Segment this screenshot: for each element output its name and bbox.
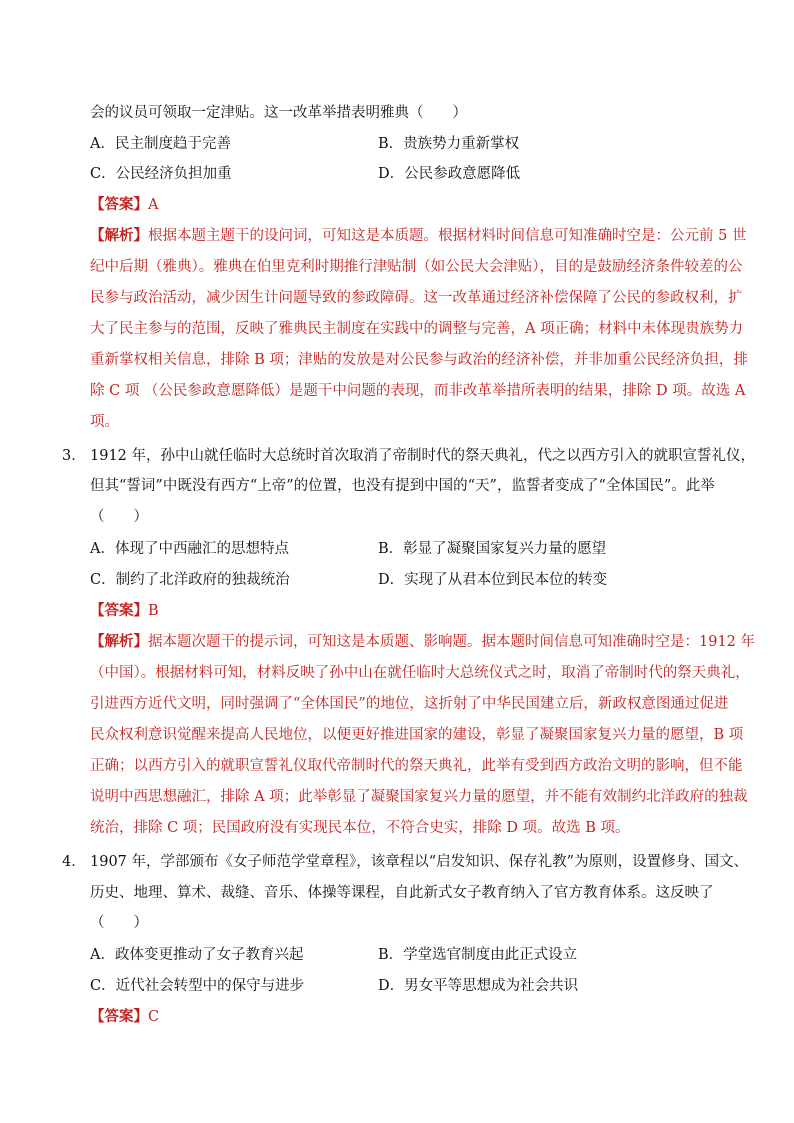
answer-value: C	[148, 1009, 160, 1025]
q2-analysis-line-5: 重新掌权相关信息，排除 B 项；津贴的发放是对公民参与政治的经济补偿，并非加重公民经济负担，排	[90, 352, 748, 368]
analysis-label: 【解析】	[90, 227, 148, 244]
q3-stem-text: 1912 年，孙中山就任临时大总统时首次取消了帝制时代的祭天典礼，代之以西方引入的就职宣誓礼仪，	[90, 448, 756, 464]
q3-stem-line-2: 但其“誓词”中既没有西方“上帝”的位置，也没有提到中国的“天”，监誓者变成了“全体国民”。此举	[90, 478, 715, 494]
q3-analysis-line-1	[90, 632, 755, 652]
q3-option-c: C．制约了北洋政府的独裁统治	[90, 572, 290, 588]
answer-value: A	[148, 197, 159, 213]
q3-stem-line-1	[62, 446, 755, 466]
question-number: 3．	[62, 448, 86, 464]
q2-option-b: B．贵族势力重新掌权	[378, 136, 520, 152]
q2-analysis-line-7: 项。	[90, 414, 119, 430]
q2-option-c: C．公民经济负担加重	[90, 166, 232, 182]
q4-stem-text: 1907 年，学部颁布《女子师范学堂章程》，该章程以“启发知识、保存礼教”为原则，设置修身、国文、	[90, 854, 749, 870]
answer-label: 【答案】	[90, 602, 148, 619]
q4-answer	[90, 1007, 159, 1027]
q3-option-d: D．实现了从君本位到民本位的转变	[378, 572, 608, 588]
q4-option-d: D．男女平等思想成为社会共识	[378, 978, 579, 994]
q4-stem-line-1	[62, 852, 748, 872]
q3-option-a: A．体现了中西融汇的思想特点	[90, 541, 289, 557]
q4-option-a: A．政体变更推动了女子教育兴起	[90, 947, 304, 963]
q3-analysis-line-6: 说明中西思想融汇，排除 A 项；此举彰显了凝聚国家复兴力量的愿望，并不能有效制约北洋政府的独裁	[90, 789, 748, 805]
q2-answer	[90, 195, 158, 215]
q3-answer	[90, 601, 159, 621]
q4-option-b: B．学堂选官制度由此正式设立	[378, 947, 578, 963]
q2-analysis-line-2: 纪中后期（雅典）。雅典在伯里克利时期推行津贴制（如公民大会津贴），目的是鼓励经济条件较差的公	[90, 259, 743, 275]
q2-analysis-line-6: 除 C 项 （公民参政意愿降低）是题干中问题的表现，而非改革举措所表明的结果，排除 D 项。故选 A	[90, 383, 746, 399]
answer-value: B	[148, 603, 159, 619]
q3-analysis-line-2: （中国）。根据材料可知，材料反映了孙中山在就任临时大总统仪式之时，取消了帝制时代的祭天典礼，	[90, 665, 750, 681]
q2-option-d: D．公民参政意愿降低	[378, 166, 521, 182]
q2-option-a: A．民主制度趋于完善	[90, 136, 231, 152]
q2-stem-tail: 会的议员可领取一定津贴。这一改革举措表明雅典（ ）	[90, 105, 467, 121]
q2-analysis-line-1	[90, 226, 746, 246]
q3-analysis-line-4: 民众权利意识觉醒来提高人民地位，以便更好推进国家的建设，彰显了凝聚国家复兴力量的愿望，B 项	[90, 727, 744, 743]
analysis-text: 据本题次题干的提示词，可知这是本质题、影响题。据本题时间信息可知准确时空是：1912 年	[148, 634, 756, 650]
question-number: 4．	[62, 854, 86, 870]
q3-analysis-line-5: 正确；以西方引入的就职宣誓礼仪取代帝制时代的祭天典礼，此举有受到西方政治文明的影响，但不能	[90, 758, 743, 774]
answer-label: 【答案】	[90, 1008, 148, 1025]
q3-option-b: B．彰显了凝聚国家复兴力量的愿望	[378, 541, 607, 557]
q4-option-c: C．近代社会转型中的保守与进步	[90, 978, 305, 994]
q2-analysis-line-3: 民参与政治活动，减少因生计问题导致的参政障碍。这一改革通过经济补偿保障了公民的参政权利，扩	[90, 290, 743, 306]
q3-stem-line-3: （ ）	[90, 509, 148, 525]
answer-label: 【答案】	[90, 196, 148, 213]
q3-analysis-line-3: 引进西方近代文明，同时强调了“全体国民”的地位，这折射了中华民国建立后，新政权意图通过促进	[90, 696, 729, 712]
q3-analysis-line-7: 统治，排除 C 项；民国政府没有实现民本位，不符合史实，排除 D 项。故选 B 项。	[90, 820, 630, 836]
q2-analysis-line-4: 大了民主参与的范围，反映了雅典民主制度在实践中的调整与完善，A 项正确；材料中未体现贵族势力	[90, 321, 744, 337]
analysis-text: 根据本题主题干的设问词，可知这是本质题。根据材料时间信息可知准确时空是：公元前 5 世	[148, 228, 747, 244]
analysis-label: 【解析】	[90, 633, 148, 650]
q4-stem-line-2: 历史、地理、算术、裁缝、音乐、体操等课程，自此新式女子教育纳入了官方教育体系。这反映了	[90, 885, 714, 901]
q4-stem-line-3: （ ）	[90, 915, 148, 931]
